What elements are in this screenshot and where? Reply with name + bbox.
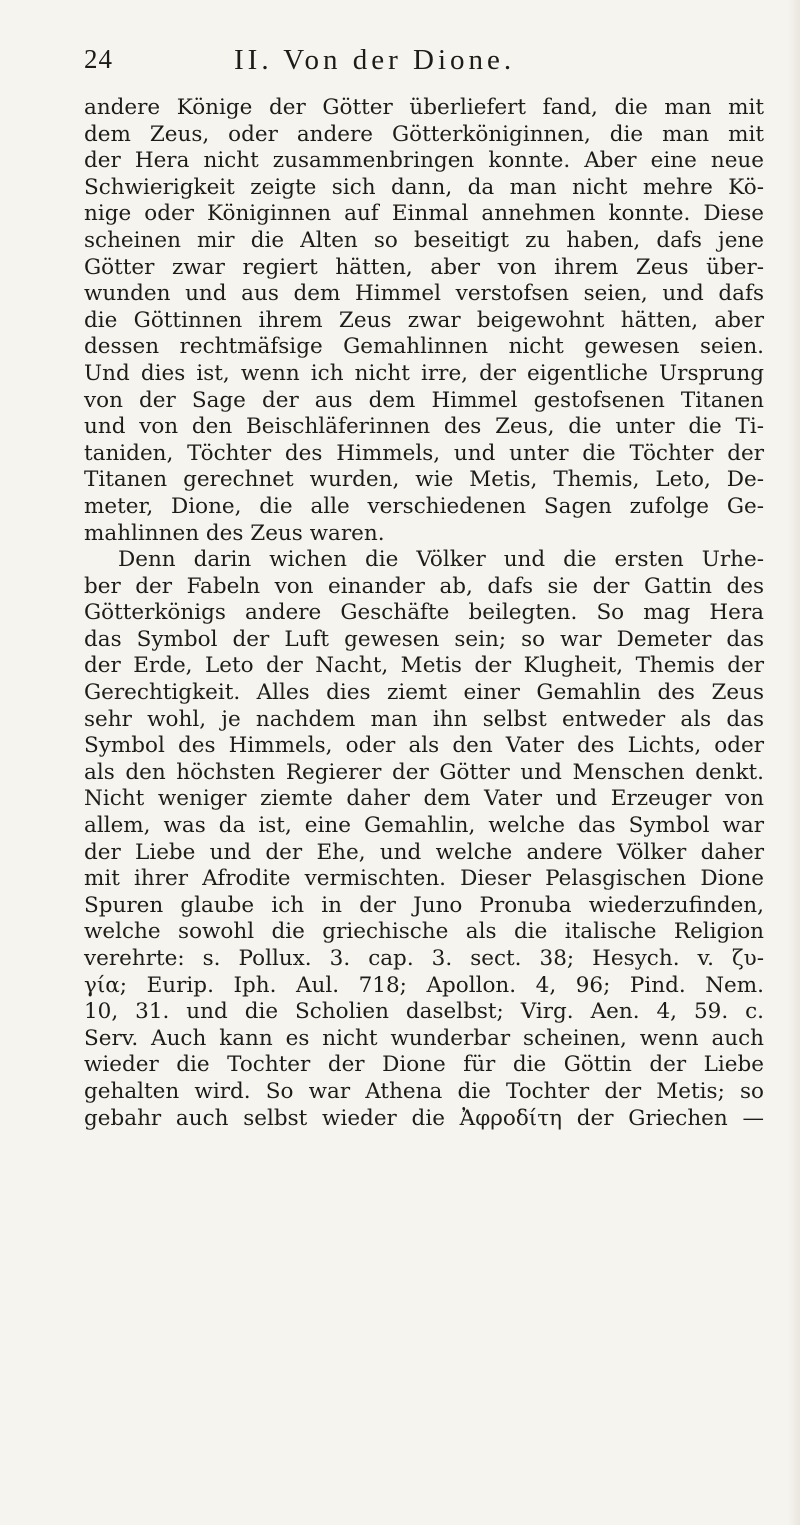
text-line: der Liebe und der Ehe, und welche andere Völker daher	[84, 839, 764, 865]
running-head: II. Von der Dione.	[234, 44, 516, 76]
text-line: scheinen mir die Alten so beseitigt zu haben, dafs jene	[84, 227, 764, 253]
text-line: Götter zwar regiert hätten, aber von ihrem Zeus über-	[84, 254, 764, 280]
text-line: sehr wohl, je nachdem man ihn selbst entweder als das	[84, 706, 764, 732]
page-edge	[788, 0, 800, 1525]
text-line: meter, Dione, die alle verschiedenen Sagen zufolge Ge-	[84, 493, 764, 519]
page-number: 24	[84, 44, 113, 74]
text-line: wieder die Tochter der Dione für die Göttin der Liebe	[84, 1052, 764, 1078]
text-line: Serv. Auch kann es nicht wunderbar scheinen, wenn auch	[84, 1025, 764, 1051]
page-header	[84, 44, 744, 84]
text-line: Nicht weniger ziemte daher dem Vater und Erzeuger von	[84, 786, 764, 812]
body-text	[84, 95, 764, 1132]
text-line: Titanen gerechnet wurden, wie Metis, Themis, Leto, De-	[84, 467, 764, 493]
text-line: Götterkönigs andere Geschäfte beilegten. So mag Hera	[84, 600, 764, 626]
text-line: verehrte: s. Pollux. 3. cap. 3. sect. 38; Hesych. v. ζυ-	[84, 946, 764, 971]
text-line: wunden und aus dem Himmel verstofsen seien, und dafs	[84, 281, 764, 307]
text-line: Denn darin wichen die Völker und die ersten Urhe-	[118, 547, 764, 573]
text-line: taniden, Töchter des Himmels, und unter die Töchter der	[84, 440, 764, 466]
text-line: gehalten wird. So war Athena die Tochter der Metis; so	[84, 1078, 764, 1104]
text-line: Spuren glaube ich in der Juno Pronuba wiederzufinden,	[84, 892, 764, 918]
text-line: und von den Beischläferinnen des Zeus, die unter die Ti-	[84, 414, 764, 440]
text-line: γία; Eurip. Iph. Aul. 718; Apollon. 4, 96; Pind. Nem.	[84, 972, 764, 998]
text-line: allem, was da ist, eine Gemahlin, welche das Symbol war	[84, 813, 764, 839]
text-line: von der Sage der aus dem Himmel gestofsenen Titanen	[84, 387, 764, 413]
text-line: ber der Fabeln von einander ab, dafs sie der Gattin des	[84, 573, 764, 599]
text-line: dem Zeus, oder andere Götterköniginnen, die man mit	[84, 121, 764, 147]
text-line: mahlinnen des Zeus waren.	[84, 520, 385, 546]
text-line: Und dies ist, wenn ich nicht irre, der eigentliche Ursprung	[84, 360, 764, 386]
text-line: nige oder Königinnen auf Einmal annehmen konnte. Diese	[84, 201, 764, 227]
text-line: das Symbol der Luft gewesen sein; so war Demeter das	[84, 626, 764, 652]
text-line: der Hera nicht zusammenbringen konnte. Aber eine neue	[84, 148, 764, 174]
text-line: andere Könige der Götter überliefert fand, die man mit	[84, 95, 764, 120]
text-line: welche sowohl die griechische als die italische Religion	[84, 919, 764, 945]
text-line: die Göttinnen ihrem Zeus zwar beigewohnt hätten, aber	[84, 307, 764, 333]
text-line: als den höchsten Regierer der Götter und Menschen denkt.	[84, 759, 764, 785]
text-line: Symbol des Himmels, oder als den Vater des Lichts, oder	[84, 733, 764, 759]
text-line: mit ihrer Afrodite vermischten. Dieser Pelasgischen Dione	[84, 866, 764, 892]
text-line: dessen rechtmäfsige Gemahlinnen nicht gewesen seien.	[84, 334, 764, 360]
text-line: 10, 31. und die Scholien daselbst; Virg. Aen. 4, 59. c.	[84, 999, 764, 1025]
text-line: der Erde, Leto der Nacht, Metis der Klugheit, Themis der	[84, 653, 764, 679]
text-line: gebahr auch selbst wieder die Ἀφροδίτη der Griechen —	[84, 1105, 764, 1131]
text-line: Schwierigkeit zeigte sich dann, da man nicht mehre Kö-	[84, 174, 764, 200]
text-line: Gerechtigkeit. Alles dies ziemt einer Gemahlin des Zeus	[84, 680, 764, 706]
